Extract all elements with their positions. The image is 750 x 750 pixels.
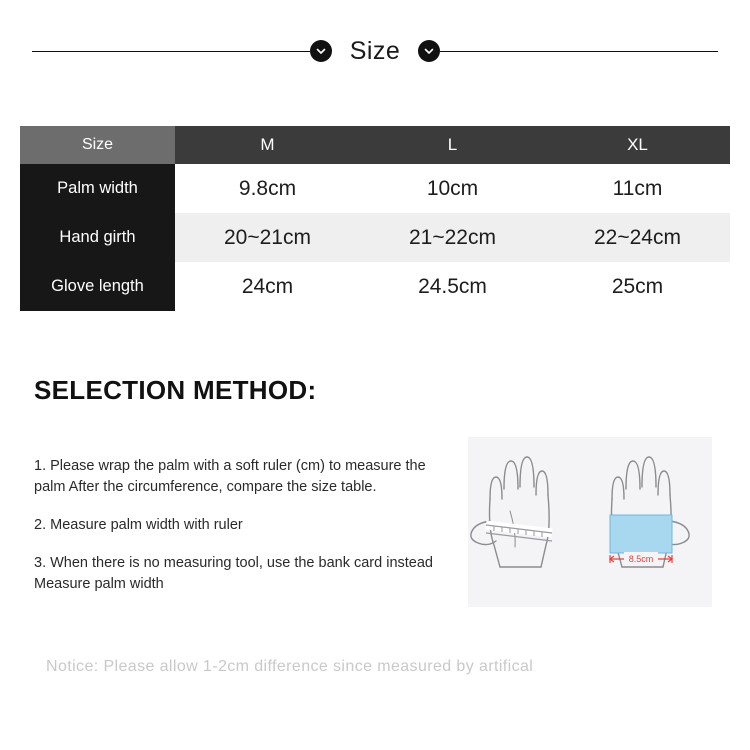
cell-glove-length-xl: 25cm [545, 262, 730, 311]
selection-steps [34, 456, 454, 612]
cell-glove-length-m: 24cm [175, 262, 360, 311]
cell-palm-width-m: 9.8cm [175, 164, 360, 213]
card-width-label: 8.5cm [628, 554, 654, 564]
size-table-body [20, 164, 730, 311]
size-table-wrapper [20, 126, 730, 311]
table-row [20, 262, 730, 311]
cell-palm-width-l: 10cm [360, 164, 545, 213]
cell-glove-length-l: 24.5cm [360, 262, 545, 311]
notice-text: Notice: Please allow 1-2cm difference since measured by artifical [46, 658, 534, 675]
row-label-hand-girth: Hand girth [20, 213, 175, 262]
column-header-m: M [175, 126, 360, 164]
selection-step-2: 2. Measure palm width with ruler [34, 517, 243, 533]
page-title: Size [349, 36, 401, 65]
section-header [32, 34, 718, 68]
row-label-glove-length: Glove length [20, 262, 175, 311]
cell-hand-girth-m: 20~21cm [175, 213, 360, 262]
chevron-down-circle-icon-right [418, 40, 440, 62]
hand-measurement-illustration [468, 437, 712, 607]
table-row [20, 164, 730, 213]
selection-step-1: 1. Please wrap the palm with a soft ruler (cm) to measure the palm After the circumference, compare the size table. [34, 458, 426, 495]
table-row [20, 213, 730, 262]
column-header-xl: XL [545, 126, 730, 164]
header-divider-left [32, 51, 310, 52]
selection-method-title: SELECTION METHOD: [34, 375, 317, 405]
chevron-down-circle-icon-left [310, 40, 332, 62]
cell-hand-girth-xl: 22~24cm [545, 213, 730, 262]
size-table [20, 126, 730, 311]
table-header-row [20, 126, 730, 164]
cell-palm-width-xl: 11cm [545, 164, 730, 213]
header-divider-right [440, 51, 718, 52]
selection-step-3: 3. When there is no measuring tool, use the bank card instead Measure palm width [34, 555, 433, 592]
column-header-l: L [360, 126, 545, 164]
row-label-palm-width: Palm width [20, 164, 175, 213]
size-table-head [20, 126, 730, 164]
cell-hand-girth-l: 21~22cm [360, 213, 545, 262]
column-header-size: Size [20, 126, 175, 164]
